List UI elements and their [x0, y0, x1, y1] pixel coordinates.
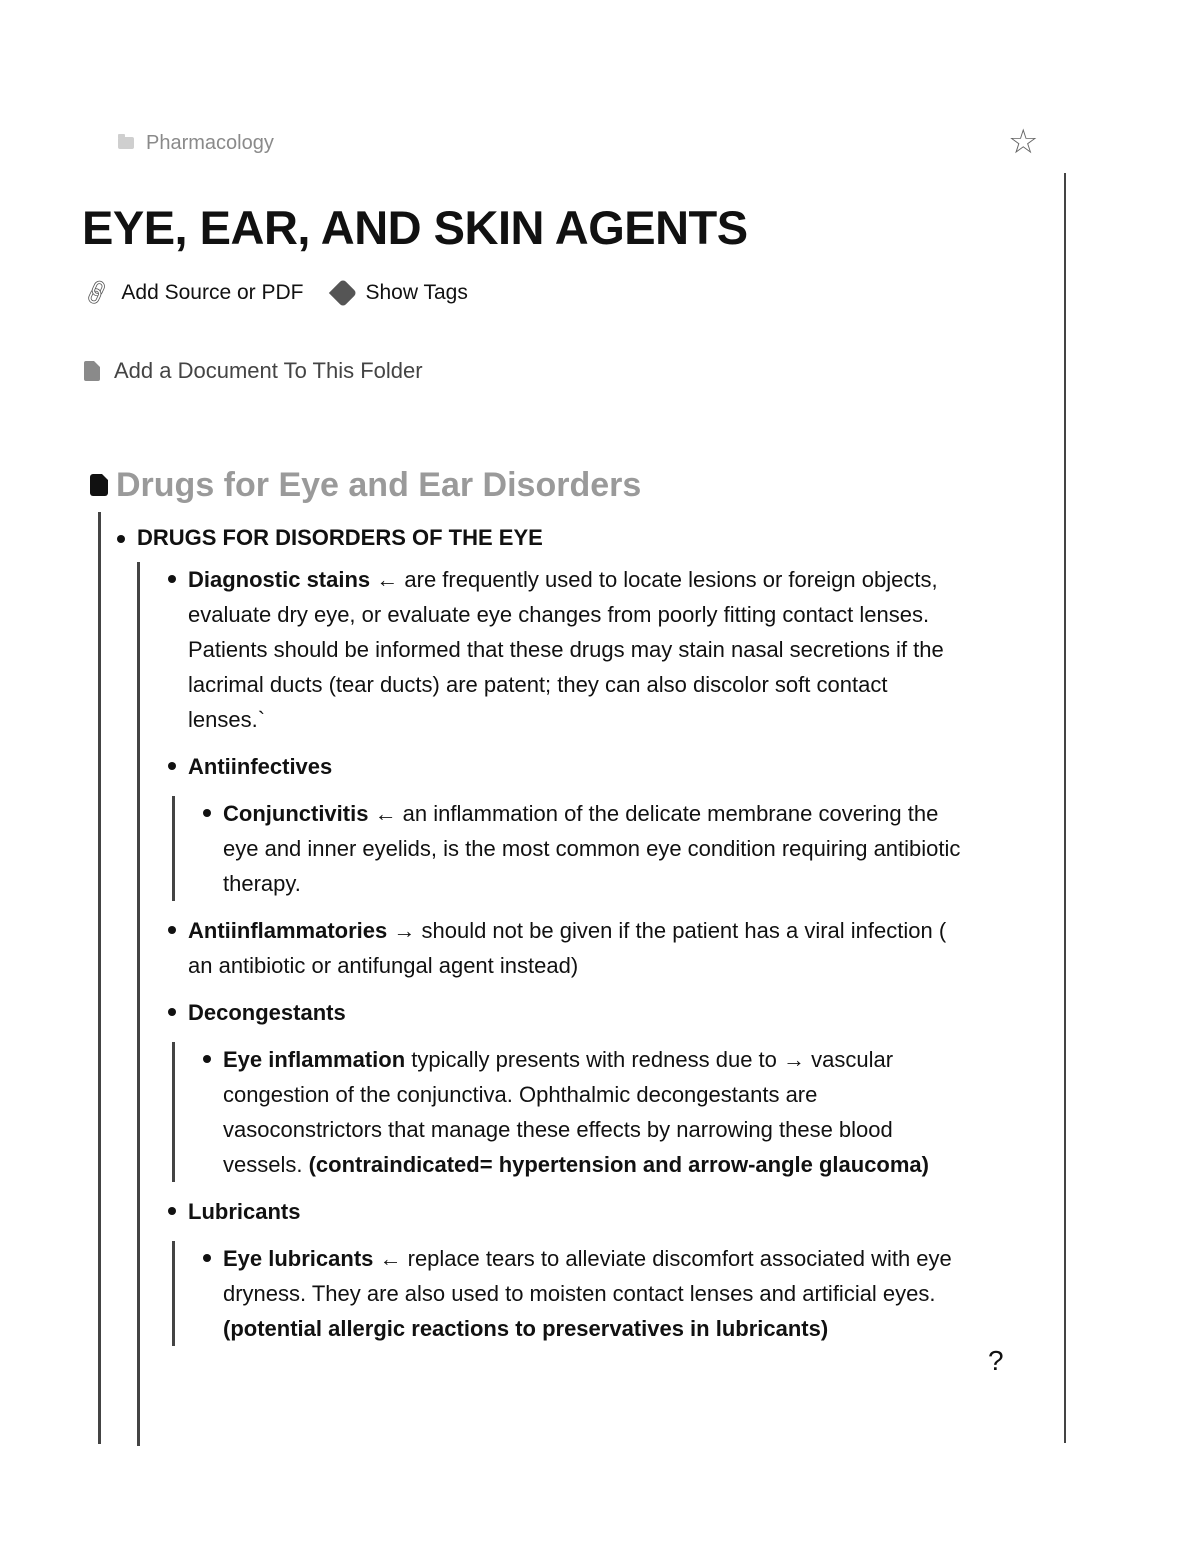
section-title[interactable] — [90, 462, 990, 508]
list-item[interactable] — [188, 913, 968, 983]
outline-heading[interactable]: DRUGS FOR DISORDERS OF THE EYE — [137, 522, 1017, 554]
item-term: Eye lubricants — [223, 1246, 374, 1271]
section-title-text: Drugs for Eye and Ear Disorders — [116, 466, 642, 504]
help-icon[interactable]: ? — [988, 1345, 1004, 1376]
item-term: Antiinflammatories — [188, 918, 388, 943]
item-text: typically presents with redness due to → vascular congestion of the conjunctiva. Ophthalmic decongestants are vasoconstrictors that manage these effects by narrowing these blood vessels. — [223, 1047, 894, 1177]
outline-level-3 — [172, 1241, 1017, 1346]
page-title: EYE, EAR, AND SKIN AGENTS — [82, 201, 748, 254]
item-term: Conjunctivitis — [223, 801, 369, 826]
outline-level-1 — [98, 512, 1017, 1444]
link-icon: 🔗︎ — [81, 278, 113, 308]
breadcrumb[interactable] — [118, 130, 274, 156]
vertical-divider — [1064, 173, 1066, 1443]
list-item[interactable] — [188, 562, 968, 737]
item-emphasis: (potential allergic reactions to preservatives in lubricants) — [223, 1316, 829, 1341]
item-text: ← are frequently used to locate lesions or foreign objects, evaluate dry eye, or evaluate eye changes from poorly fitting contact lenses. Patients should be informed that these drugs may stain nasal secretions if the lacrimal ducts (tear ducts) are patent; they can also discolor soft contact lenses.` — [188, 567, 944, 732]
list-item[interactable] — [188, 995, 968, 1030]
list-item[interactable] — [188, 749, 968, 784]
list-item[interactable] — [223, 1042, 968, 1182]
document-actions — [81, 278, 468, 308]
item-text: → should not be given if the patient has a viral infection ( an antibiotic or antifungal agent instead) — [188, 918, 947, 978]
item-text: ← replace tears to alleviate discomfort associated with eye dryness. They are also used to moisten contact lenses and artificial eyes. — [223, 1246, 952, 1306]
show-tags-label: Show Tags — [365, 280, 468, 304]
outline-level-3 — [172, 796, 1017, 901]
item-term: Lubricants — [188, 1199, 301, 1224]
document-icon — [90, 474, 108, 496]
tag-icon — [329, 278, 357, 306]
add-document-label: Add a Document To This Folder — [114, 358, 423, 383]
item-term: Decongestants — [188, 1000, 346, 1025]
add-source-button[interactable] — [81, 278, 304, 308]
folder-icon — [118, 137, 134, 149]
outline-level-3 — [172, 1042, 1017, 1182]
item-text: ← an inflammation of the delicate membrane covering the eye and inner eyelids, is the most common eye condition requiring antibiotic therapy. — [223, 801, 961, 896]
item-term: Diagnostic stains — [188, 567, 371, 592]
note-section — [90, 462, 990, 1341]
outline-level-2 — [137, 562, 1017, 1446]
document-icon — [84, 361, 100, 381]
show-tags-button[interactable] — [333, 281, 467, 305]
item-term: Eye inflammation — [223, 1047, 406, 1072]
add-document-button[interactable] — [84, 358, 423, 384]
breadcrumb-folder[interactable]: Pharmacology — [146, 131, 274, 154]
list-item[interactable] — [223, 796, 968, 901]
list-item[interactable] — [188, 1194, 968, 1229]
list-item[interactable] — [223, 1241, 968, 1346]
star-icon[interactable]: ☆ — [1008, 123, 1039, 161]
item-emphasis: (contraindicated= hypertension and arrow-angle glaucoma) — [308, 1152, 929, 1177]
add-source-label: Add Source or PDF — [121, 280, 304, 304]
item-term: Antiinfectives — [188, 754, 333, 779]
